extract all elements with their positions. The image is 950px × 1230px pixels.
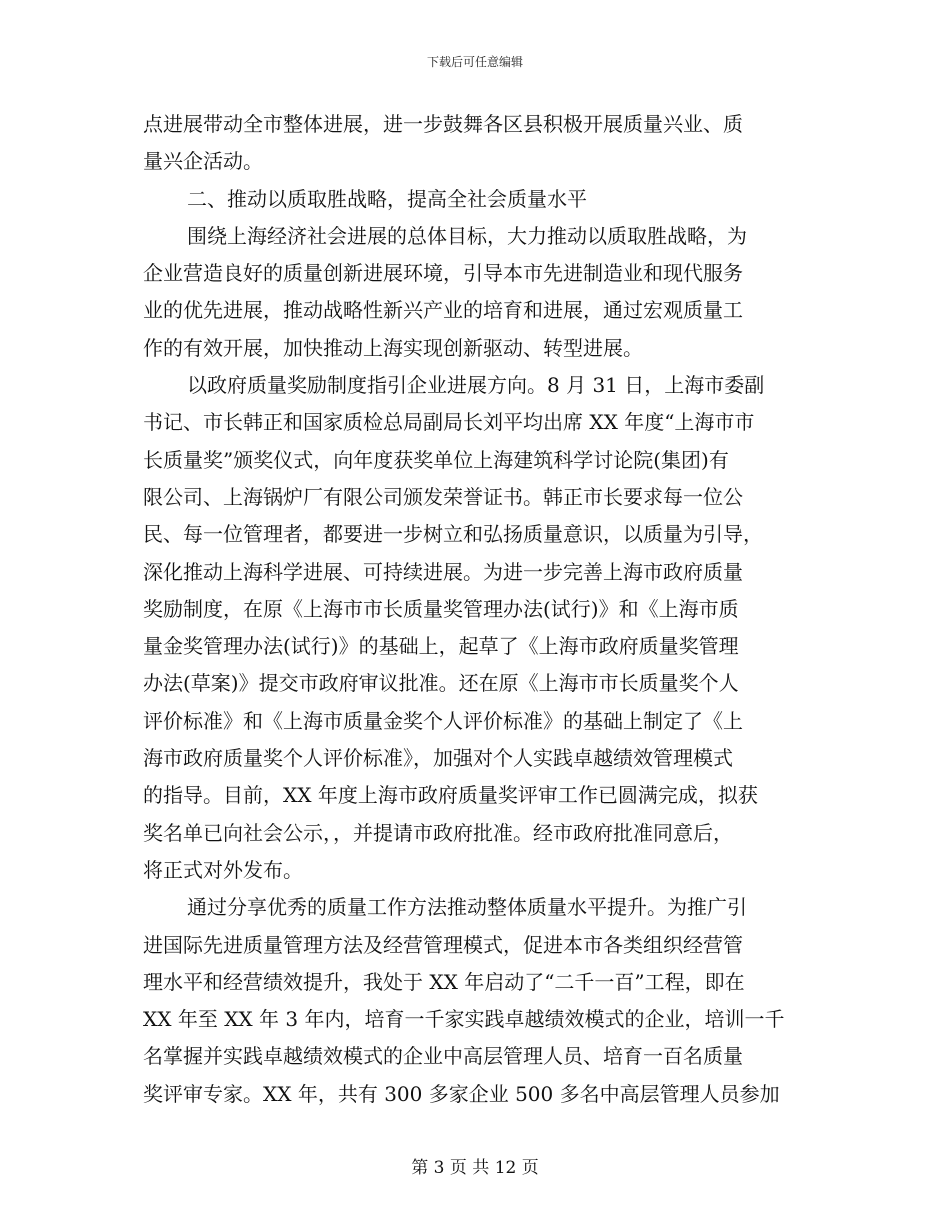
text-line: 点进展带动全市整体进展，进一步鼓舞各区县积极开展质量兴业、质: [143, 112, 743, 136]
text-line: 进国际先进质量管理方法及经营管理模式，促进本市各类组织经营管: [143, 932, 743, 957]
text-line: 民、每一位管理者，都要进一步树立和弘扬质量意识，以质量为引导，: [143, 522, 763, 547]
text-line: 量兴企活动。: [143, 149, 263, 174]
text-line: XX 年至 XX 年 3 年内，培育一千家实践卓越绩效模式的企业，培训一千: [143, 1007, 785, 1032]
text-line: 理水平和经营绩效提升，我处于 XX 年启动了“二千一百”工程，即在: [143, 969, 745, 994]
text-line: 深化推动上海科学进展、可持续进展。为进一步完善上海市政府质量: [143, 559, 743, 584]
page-header-note: 下载后可任意编辑: [426, 55, 523, 69]
page-number: 第 3 页 共 12 页: [411, 1158, 539, 1178]
document-body: [143, 106, 807, 1113]
text-line: 的指导。目前，XX 年度上海市政府质量奖评审工作已圆满完成，拟获: [143, 783, 758, 808]
text-line: 将正式对外发布。: [143, 857, 303, 882]
text-line: 长质量奖”颁奖仪式，向年度获奖单位上海建筑科学讨论院(集团)有: [143, 447, 729, 472]
text-line: 通过分享优秀的质量工作方法推动整体质量水平提升。为推广引: [187, 895, 747, 920]
text-line: 海市政府质量奖个人评价标准》，加强对个人实践卓越绩效管理模式: [143, 746, 733, 771]
text-line: 奖励制度，在原《上海市市长质量奖管理办法(试行)》和《上海市质: [143, 596, 739, 621]
text-line: 评价标准》和《上海市质量金奖个人评价标准》的基础上制定了《上: [143, 708, 743, 733]
text-line: 书记、市长韩正和国家质检总局副局长刘平均出席 XX 年度“上海市市: [143, 410, 755, 435]
text-line: 名掌握并实践卓越绩效模式的企业中高层管理人员、培育一百名质量: [143, 1044, 743, 1069]
text-line: 奖评审专家。XX 年，共有 300 多家企业 500 多名中高层管理人员参加: [143, 1081, 780, 1106]
text-line: 量金奖管理办法(试行)》的基础上，起草了《上海市政府质量奖管理: [143, 634, 739, 659]
text-line: 企业营造良好的质量创新进展环境，引导本市先进制造业和现代服务: [143, 261, 743, 286]
text-line: 以政府质量奖励制度指引企业进展方向。8 月 31 日，上海市委副: [187, 373, 765, 398]
text-line: 业的优先进展，推动战略性新兴产业的培育和进展，通过宏观质量工: [143, 298, 743, 323]
text-line: 作的有效开展，加快推动上海实现创新驱动、转型进展。: [143, 335, 643, 360]
text-line: 办法(草案)》提交市政府审议批准。还在原《上海市市长质量奖个人: [143, 671, 739, 696]
text-line: 围绕上海经济社会进展的总体目标，大力推动以质取胜战略，为: [187, 223, 747, 248]
section-heading: 二、推动以质取胜战略，提高全社会质量水平: [187, 186, 587, 211]
text-line: 限公司、上海锅炉厂有限公司颁发荣誉证书。韩正市长要求每一位公: [143, 484, 743, 509]
text-line: 奖名单已向社会公示，，并提请市政府批准。经市政府批准同意后，: [143, 820, 733, 845]
